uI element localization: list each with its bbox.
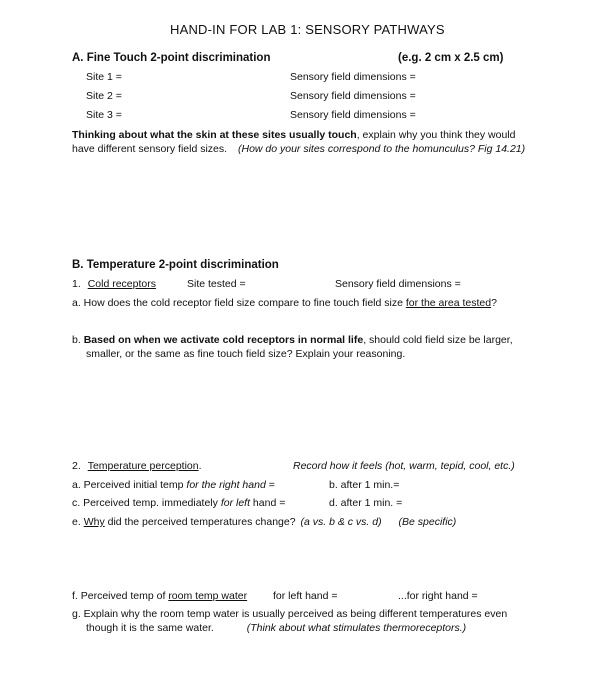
question-b-a-text: a. How does the cold receptor field size compare to fine touch field size — [72, 297, 403, 309]
section-b-heading: B. Temperature 2-point discrimination — [72, 259, 279, 271]
cold-receptors-row — [72, 278, 156, 291]
perceived-initial-right — [72, 479, 275, 492]
question-b-b-rest: , should cold field size be larger, — [363, 334, 513, 346]
cold-receptors-label: Cold receptors — [87, 278, 156, 290]
site-3-label: Site 3 = — [86, 109, 122, 121]
section-a-question-line2-text: have different sensory field sizes. — [72, 143, 228, 155]
why-label: Why — [83, 516, 105, 528]
thermoreceptor-hint: (Think about what stimulates thermoreceptors.) — [246, 622, 467, 634]
section-a-question-line2 — [72, 143, 525, 156]
question-b-b-prefix: b. — [72, 334, 81, 346]
comparison-hint: (a vs. b & c vs. d) — [300, 516, 382, 528]
section-a-heading: A. Fine Touch 2-point discrimination — [72, 52, 271, 64]
site-2-label: Site 2 = — [86, 90, 122, 102]
section-a-question-line1 — [72, 129, 515, 142]
temperature-perception-end: . — [198, 460, 202, 472]
left-label: for left — [220, 497, 250, 509]
question-g-line2-text: though it is the same water. — [86, 622, 214, 634]
section-a-example: (e.g. 2 cm x 2.5 cm) — [398, 52, 504, 64]
perceived-initial-text: a. Perceived initial temp — [72, 479, 184, 491]
record-instruction: Record how it feels (hot, warm, tepid, cool, etc.) — [293, 460, 515, 472]
room-temp-right-hand: ...for right hand = — [398, 590, 478, 602]
homunculus-hint: (How do your sites correspond to the homunculus? Fig 14.21) — [237, 143, 526, 155]
right-hand-label: for the right hand — [186, 479, 266, 491]
section-a-question-rest: , explain why you think they would — [356, 129, 516, 141]
site-1-field-label: Sensory field dimensions = — [290, 71, 416, 83]
room-temp-left-hand: for left hand = — [273, 590, 338, 602]
question-b-a-end: ? — [491, 297, 497, 309]
question-b-a-underlined: for the area tested — [405, 297, 492, 309]
temperature-perception-label: Temperature perception — [87, 460, 199, 472]
question-b-b-bold: Based on when we activate cold receptors in normal life — [83, 334, 364, 346]
site-3-field-label: Sensory field dimensions = — [290, 109, 416, 121]
question-e — [72, 516, 456, 529]
cold-field-dimensions-label: Sensory field dimensions = — [335, 278, 461, 290]
question-g-line1: g. Explain why the room temp water is usually perceived as being different temperatures even — [72, 608, 508, 620]
site-2-field-label: Sensory field dimensions = — [290, 90, 416, 102]
section-a-question-bold: Thinking about what the skin at these sites usually touch — [72, 129, 357, 141]
site-tested-label: Site tested = — [187, 278, 246, 290]
question-e-text: did the perceived temperatures change? — [107, 516, 296, 528]
after-1-min-b: b. after 1 min.= — [329, 479, 400, 491]
page-title: HAND-IN FOR LAB 1: SENSORY PATHWAYS — [170, 22, 445, 37]
item-1-number: 1. — [72, 278, 81, 290]
question-b-b-line2: smaller, or the same as fine touch field size? Explain your reasoning. — [86, 348, 406, 360]
question-g-line2 — [86, 622, 466, 635]
perceived-initial-equals: = — [268, 479, 275, 491]
question-b-a — [72, 297, 497, 310]
room-temp-water-label: room temp water — [168, 590, 248, 602]
item-2-number: 2. — [72, 460, 81, 472]
be-specific-hint: (Be specific) — [398, 516, 457, 528]
room-temp-prefix: f. Perceived temp of — [72, 590, 166, 602]
left-hand-equals: hand = — [252, 497, 286, 509]
after-1-min-d: d. after 1 min. = — [329, 497, 403, 509]
perceived-immediate-left — [72, 497, 285, 510]
temperature-perception-heading — [72, 460, 202, 473]
perceived-immediate-text: c. Perceived temp. immediately — [72, 497, 218, 509]
site-1-label: Site 1 = — [86, 71, 122, 83]
room-temp-row — [72, 590, 247, 603]
question-b-b-line1 — [72, 334, 513, 347]
question-e-prefix: e. — [72, 516, 81, 528]
